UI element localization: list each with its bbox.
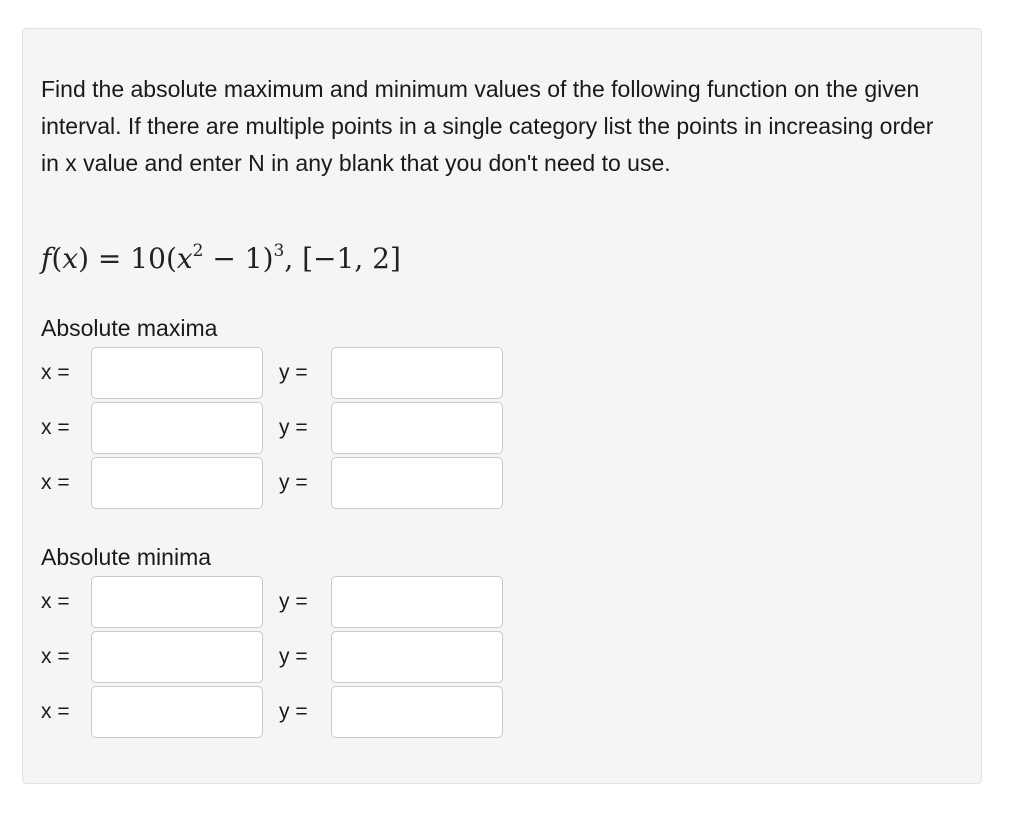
minima-y-input-3[interactable] bbox=[331, 686, 503, 738]
question-text: Find the absolute maximum and minimum values of the following function on the given interval. If there are multiple points in a single category list the points in increasing order in x value and enter N in any blank that you don't need to use. bbox=[41, 76, 934, 176]
y-label: y = bbox=[279, 416, 308, 439]
y-label: y = bbox=[279, 645, 308, 668]
minima-y-input-2[interactable] bbox=[331, 631, 503, 683]
x-label: x = bbox=[41, 416, 70, 439]
y-label: y = bbox=[279, 700, 308, 723]
question-panel bbox=[22, 28, 982, 784]
absolute-maxima-heading: Absolute maxima bbox=[41, 315, 218, 341]
minima-x-input-2[interactable] bbox=[91, 631, 263, 683]
maxima-x-input-2[interactable] bbox=[91, 402, 263, 454]
x-label: x = bbox=[41, 471, 70, 494]
minima-row-2 bbox=[41, 631, 521, 685]
x-label: x = bbox=[41, 361, 70, 384]
maxima-row-1 bbox=[41, 347, 521, 401]
maxima-x-input-3[interactable] bbox=[91, 457, 263, 509]
y-label: y = bbox=[279, 361, 308, 384]
maxima-y-input-1[interactable] bbox=[331, 347, 503, 399]
maxima-y-input-2[interactable] bbox=[331, 402, 503, 454]
maxima-x-input-1[interactable] bbox=[91, 347, 263, 399]
absolute-minima-heading: Absolute minima bbox=[41, 544, 212, 570]
maxima-y-input-3[interactable] bbox=[331, 457, 503, 509]
maxima-row-3 bbox=[41, 457, 521, 511]
minima-y-input-1[interactable] bbox=[331, 576, 503, 628]
minima-x-input-1[interactable] bbox=[91, 576, 263, 628]
minima-row-3 bbox=[41, 686, 521, 740]
function-formula: $f(x) = 10(x^2 - 1)^3$, [−1, 2] bbox=[41, 241, 401, 275]
x-label: x = bbox=[41, 645, 70, 668]
x-label: x = bbox=[41, 700, 70, 723]
y-label: y = bbox=[279, 590, 308, 613]
minima-x-input-3[interactable] bbox=[91, 686, 263, 738]
maxima-row-2 bbox=[41, 402, 521, 456]
y-label: y = bbox=[279, 471, 308, 494]
minima-row-1 bbox=[41, 576, 521, 630]
x-label: x = bbox=[41, 590, 70, 613]
